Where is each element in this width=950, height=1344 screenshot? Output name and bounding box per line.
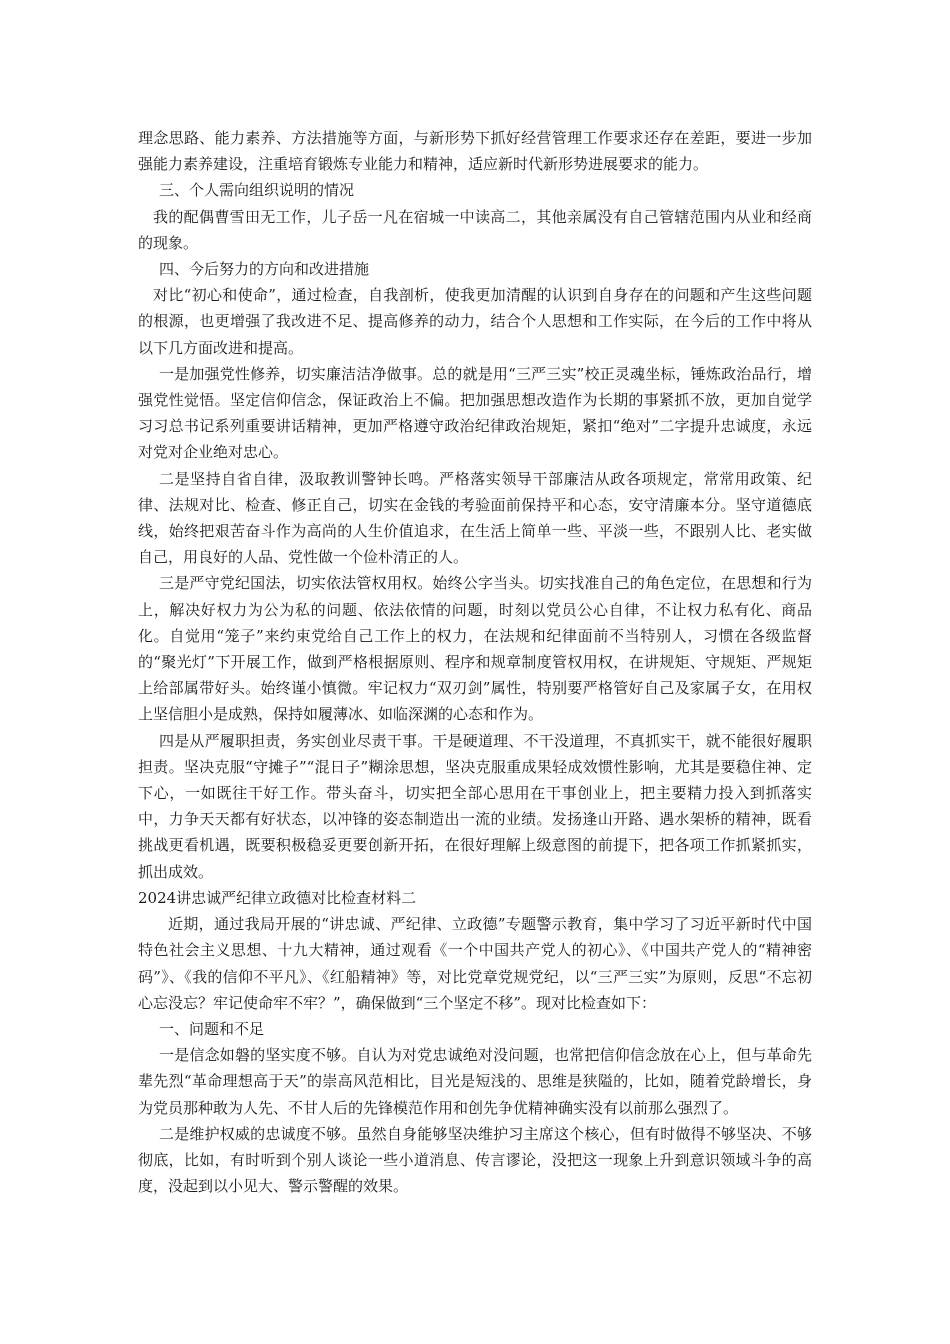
heading-issues: 一、问题和不足 [159, 1019, 265, 1038]
measure-four-paragraph: 四是从严履职担责，务实创业尽责干事。干是硬道理、不干没道理，不真抓实干，就不能很好履职担责。坚决克服“守摊子”“混日子”糊涂思想，坚决克服重成果轻成效惯性影响，尤其是要稳住神、定下心，一如既往干好工作。带头奋斗，切实把全部心思用在干事创业上，把主要精力投入到抓落实中，力争天天都有好状态，以冲锋的姿态制造出一流的业绩。发扬逢山开路、遇水架桥的精神，既看挑战更看机遇，既要积极稳妥更要创新开拓，在很好理解上级意图的前提下，把各项工作抓紧抓实，抓出成效。 [138, 731, 812, 881]
measure-two-paragraph: 二是坚持自省自律，汲取教训警钟长鸣。严格落实领导干部廉洁从政各项规定，常常用政策、纪律、法规对比、检查、修正自己，切实在金钱的考验面前保持平和心态，安守清廉本分。坚守道德底线，始终把艰苦奋斗作为高尚的人生价值追求，在生活上简单一些、平淡一些，不跟别人比、老实做自己，用良好的人品、党性做一个俭朴清正的人。 [138, 469, 812, 567]
section1-tail-paragraph: 理念思路、能力素养、方法措施等方面，与新形势下抓好经营管理工作要求还存在差距，要进一步加强能力素养建设，注重培育锻炼专业能力和精神，适应新时代新形势进展要求的能力。 [138, 129, 812, 174]
loyalty-paragraph: 二是维护权威的忠诚度不够。虽然自身能够坚决维护习主席这个核心，但有时做得不够坚决、不够彻底，比如，有时听到个别人谈论一些小道消息、传言谬论，没把这一现象上升到意识领域斗争的高度，没起到以小见大、警示警醒的效果。 [138, 1124, 812, 1196]
measure-three-paragraph: 三是严守党纪国法，切实依法管权用权。始终公字当头。切实找准自己的角色定位，在思想和行为上，解决好权力为公为私的问题、依法依情的问题，时刻以党员公心自律，不让权力私有化、商品化。自觉用“笼子”来约束党给自己工作上的权力，在法规和纪律面前不当特别人，习惯在各级监督的“聚光灯”下开展工作，做到严格根据原则、程序和规章制度管权用权，在讲规矩、守规矩、严规矩上给部属带好头。始终谨小慎微。牢记权力“双刃剑”属性，特别要严格管好自己及家属子女，在用权上坚信胆小是成熟，保持如履薄冰、如临深渊的心态和作为。 [138, 574, 812, 724]
heading-section-4: 四、今后努力的方向和改进措施 [159, 260, 370, 279]
measure-one-paragraph: 一是加强党性修养，切实廉洁洁净做事。总的就是用“三严三实”校正灵魂坐标，锤炼政治品行，增强党性觉悟。坚定信仰信念，保证政治上不偏。把加强思想改造作为长期的事紧抓不放，更加自觉学习习总书记系列重要讲话精神，更加严格遵守政治纪律政治规矩，紧扣“绝对”二字提升忠诚度，永远对党对企业绝对忠心。 [138, 364, 812, 462]
document-page [138, 125, 812, 1199]
intro-paragraph: 对比“初心和使命”，通过检查，自我剖析，使我更加清醒的认识到自身存在的问题和产生这些问题的根源，也更增强了我改进不足、提高修养的动力，结合个人思想和工作实际，在今后的工作中将从以下几方面改进和提高。 [138, 286, 812, 357]
recent-paragraph: 近期，通过我局开展的“讲忠诚、严纪律、立政德”专题警示教育，集中学习了习近平新时代中国特色社会主义思想、十九大精神，通过观看《一个中国共产党人的初心》、《中国共产党人的“精神密码”》、《我的信仰不平凡》、《红船精神》等，对比党章党规党纪，以“三严三实”为原则，反思“不忘初心忘没忘？牢记使命牢不牢？”，确保做到“三个坚定不移”。现对比检查如下： [138, 915, 812, 1012]
family-paragraph: 我的配偶曹雪田无工作，儿子岳一凡在宿城一中读高二，其他亲属没有自己管辖范围内从业和经商的现象。 [138, 207, 812, 252]
faith-paragraph: 一是信念如磐的坚实度不够。自认为对党忠诚绝对没问题，也常把信仰信念放在心上，但与革命先辈先烈“革命理想高于天”的崇高风范相比，目光是短浅的、思维是狭隘的，比如，随着党龄增长，身为党员那种敢为人先、不甘人后的先锋模范作用和创先争优精神确实没有以前那么强烈了。 [138, 1046, 812, 1117]
heading-section-3: 三、个人需向组织说明的情况 [159, 181, 355, 200]
document-title-2: 2024讲忠诚严纪律立政德对比检查材料二 [138, 888, 417, 907]
